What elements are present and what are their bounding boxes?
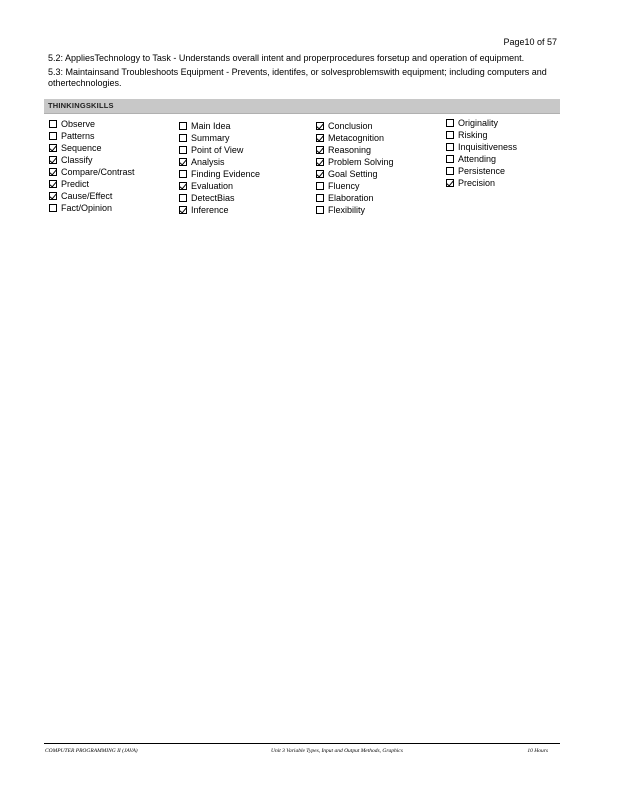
skills-column-3 xyxy=(316,120,394,216)
skill-item[interactable] xyxy=(316,180,394,192)
skill-item[interactable] xyxy=(446,177,517,189)
unchecked-checkbox[interactable] xyxy=(446,131,454,139)
thinking-skills-header xyxy=(44,99,560,114)
unchecked-checkbox[interactable] xyxy=(316,182,324,190)
unchecked-checkbox[interactable] xyxy=(179,194,187,202)
skill-item[interactable] xyxy=(179,132,260,144)
skill-label: Originality xyxy=(458,118,499,128)
skill-label: Attending xyxy=(458,154,497,164)
skill-label: Goal Setting xyxy=(328,169,378,179)
skill-label: Sequence xyxy=(61,143,102,153)
skill-label: Inference xyxy=(191,205,229,215)
skill-label: Classify xyxy=(61,155,93,165)
skill-label: Evaluation xyxy=(191,181,234,191)
checked-checkbox[interactable] xyxy=(49,144,57,152)
skill-label: Fluency xyxy=(328,181,360,191)
skill-label: Problem Solving xyxy=(328,157,394,167)
checked-checkbox[interactable] xyxy=(446,179,454,187)
skill-item[interactable] xyxy=(49,154,135,166)
skill-label: DetectBias xyxy=(191,193,235,203)
checked-checkbox[interactable] xyxy=(49,180,57,188)
skill-label: Main Idea xyxy=(191,121,231,131)
skill-item[interactable] xyxy=(49,202,135,214)
skills-column-2 xyxy=(179,120,260,216)
skill-label: Analysis xyxy=(191,157,225,167)
skill-item[interactable] xyxy=(49,190,135,202)
checked-checkbox[interactable] xyxy=(316,134,324,142)
skill-label: Precision xyxy=(458,178,496,188)
unchecked-checkbox[interactable] xyxy=(49,120,57,128)
unchecked-checkbox[interactable] xyxy=(179,146,187,154)
footer-hours: 10 Hours xyxy=(527,748,548,754)
checked-checkbox[interactable] xyxy=(49,192,57,200)
section-title: THINKINGSKILLS xyxy=(48,101,114,110)
skill-label: Inquisitiveness xyxy=(458,142,518,152)
unchecked-checkbox[interactable] xyxy=(49,132,57,140)
skill-label: Predict xyxy=(61,179,90,189)
skill-item[interactable] xyxy=(316,132,394,144)
skill-item[interactable] xyxy=(179,144,260,156)
footer-divider xyxy=(44,743,560,744)
skills-column-1 xyxy=(49,118,135,214)
skill-item[interactable] xyxy=(316,156,394,168)
skill-label: Compare/Contrast xyxy=(61,167,135,177)
unchecked-checkbox[interactable] xyxy=(179,170,187,178)
skill-label: Cause/Effect xyxy=(61,191,113,201)
standards-list xyxy=(48,53,553,92)
skill-item[interactable] xyxy=(179,180,260,192)
skill-item[interactable] xyxy=(446,153,517,165)
footer-unit: Unit 3 Variable Types, Input and Output Methods, Graphics xyxy=(271,748,403,754)
unchecked-checkbox[interactable] xyxy=(446,155,454,163)
skill-label: Persistence xyxy=(458,166,506,176)
checked-checkbox[interactable] xyxy=(49,168,57,176)
skill-item[interactable] xyxy=(49,166,135,178)
checked-checkbox[interactable] xyxy=(179,206,187,214)
checked-checkbox[interactable] xyxy=(316,158,324,166)
skill-item[interactable] xyxy=(446,165,517,177)
skill-item[interactable] xyxy=(446,117,517,129)
skill-label: Flexibility xyxy=(328,205,366,215)
skill-label: Conclusion xyxy=(328,121,373,131)
skill-label: Metacognition xyxy=(328,133,385,143)
unchecked-checkbox[interactable] xyxy=(446,119,454,127)
skill-item[interactable] xyxy=(49,130,135,142)
standard-5-3: 5.3: Maintainsand Troubleshoots Equipment - Prevents, identifes, or solvesproblemswith equipment; including computers and othertechnologies. xyxy=(48,67,547,88)
skill-label: Point of View xyxy=(191,145,244,155)
skills-column-4 xyxy=(446,117,517,189)
skill-item[interactable] xyxy=(179,204,260,216)
skill-label: Summary xyxy=(191,133,230,143)
checked-checkbox[interactable] xyxy=(316,170,324,178)
checked-checkbox[interactable] xyxy=(316,146,324,154)
skill-label: Reasoning xyxy=(328,145,372,155)
skill-label: Risking xyxy=(458,130,488,140)
skill-item[interactable] xyxy=(316,144,394,156)
unchecked-checkbox[interactable] xyxy=(49,204,57,212)
skill-item[interactable] xyxy=(179,192,260,204)
checked-checkbox[interactable] xyxy=(316,122,324,130)
footer-course: COMPUTER PROGRAMMING II (JAVA) xyxy=(45,748,138,754)
skill-label: Elaboration xyxy=(328,193,374,203)
skill-label: Finding Evidence xyxy=(191,169,261,179)
skill-item[interactable] xyxy=(316,204,394,216)
standard-5-2: 5.2: AppliesTechnology to Task - Understands overall intent and properprocedures forsetup and operation of equipment. xyxy=(48,53,525,63)
unchecked-checkbox[interactable] xyxy=(316,206,324,214)
checked-checkbox[interactable] xyxy=(49,156,57,164)
skill-item[interactable] xyxy=(179,168,260,180)
skill-item[interactable] xyxy=(49,118,135,130)
unchecked-checkbox[interactable] xyxy=(179,122,187,130)
skill-item[interactable] xyxy=(316,120,394,132)
page-footer xyxy=(45,748,560,760)
skill-item[interactable] xyxy=(316,192,394,204)
checked-checkbox[interactable] xyxy=(179,158,187,166)
skill-item[interactable] xyxy=(446,141,517,153)
unchecked-checkbox[interactable] xyxy=(316,194,324,202)
skill-label: Patterns xyxy=(61,131,95,141)
skill-label: Observe xyxy=(61,119,96,129)
skill-item[interactable] xyxy=(49,178,135,190)
checked-checkbox[interactable] xyxy=(179,182,187,190)
skill-label: Fact/Opinion xyxy=(61,203,113,213)
skill-item[interactable] xyxy=(49,142,135,154)
skill-item[interactable] xyxy=(179,156,260,168)
unchecked-checkbox[interactable] xyxy=(446,143,454,151)
unchecked-checkbox[interactable] xyxy=(179,134,187,142)
page-number: Page10 of 57 xyxy=(503,37,557,47)
skill-item[interactable] xyxy=(316,168,394,180)
unchecked-checkbox[interactable] xyxy=(446,167,454,175)
skill-item[interactable] xyxy=(446,129,517,141)
skill-item[interactable] xyxy=(179,120,260,132)
